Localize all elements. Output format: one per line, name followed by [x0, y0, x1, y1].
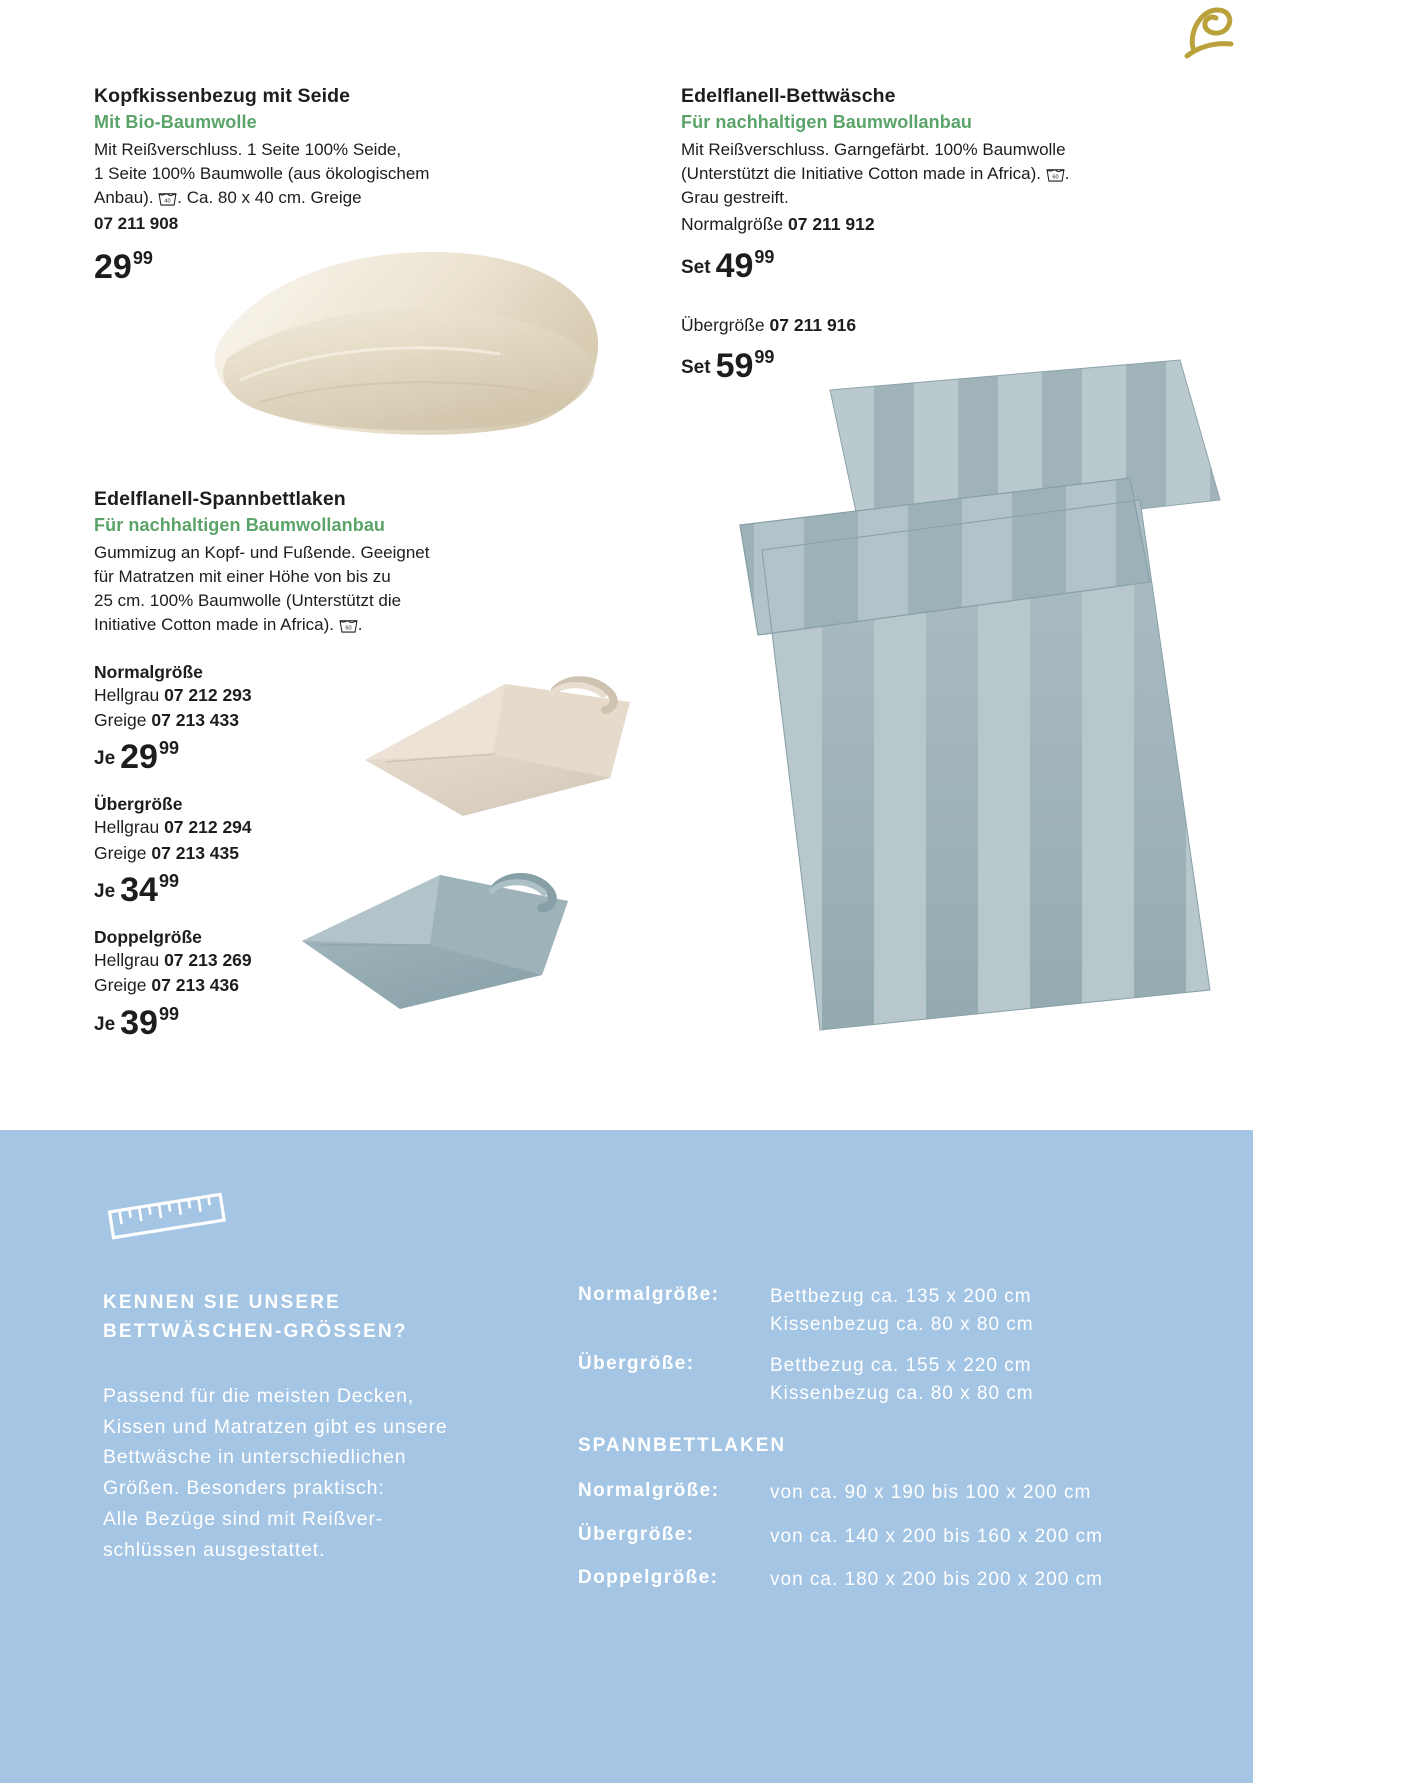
- variant-colour: Hellgrau: [94, 684, 160, 705]
- price-prefix: Je: [94, 748, 116, 770]
- desc-line-3: 25 cm. 100% Baumwolle (Unterstützt die: [94, 591, 402, 611]
- info-panel-right: [578, 1283, 1198, 1610]
- price: [120, 1005, 179, 1040]
- price-prefix: Set: [681, 256, 711, 278]
- price-cents: 99: [132, 247, 153, 268]
- desc-line-1: Gummizug an Kopf- und Fußende. Geeignet: [94, 543, 430, 562]
- article-number: 07 213 435: [151, 842, 239, 863]
- desc-line-1: Mit Reißverschluss. 1 Seite 100% Seide,: [94, 140, 402, 159]
- price-whole: 59: [715, 347, 754, 386]
- info-heading: [103, 1288, 523, 1347]
- desc-line-3: .: [1064, 164, 1070, 184]
- svg-text:40: 40: [164, 198, 171, 205]
- article-number: 07 211 912: [788, 214, 875, 235]
- variant-colour: Hellgrau: [94, 950, 160, 970]
- size-label: Normalgröße: [681, 214, 784, 235]
- price-cents: 99: [158, 871, 179, 891]
- size-row-uebergroesse: [578, 1352, 1198, 1407]
- info-panel-left: [103, 1288, 523, 1566]
- fitted-sheet-photo-beige: [355, 650, 645, 830]
- size-row-label: Übergröße:: [578, 1353, 695, 1375]
- article-number: 07 213 269: [164, 950, 252, 970]
- desc-line-2: 1 Seite 100% Baumwolle (aus ökologischem: [94, 164, 430, 184]
- bedding-photo: [710, 350, 1230, 1040]
- sheet-size-row-normalgroesse: [578, 1479, 1198, 1507]
- sheet-size-row-doppelgroesse: [578, 1566, 1198, 1594]
- info-body-line-5: Alle Bezüge sind mit Reißver-: [103, 1508, 384, 1531]
- product-subtitle: Für nachhaltigen Baumwollanbau: [94, 515, 386, 535]
- pillowcase-photo: [200, 230, 630, 470]
- info-heading-line-2: BETTWÄSCHEN-GRÖSSEN?: [103, 1321, 408, 1343]
- size-row-value: [770, 1352, 1034, 1407]
- price-cents: 99: [158, 738, 179, 759]
- brand-logo: [1179, 4, 1239, 60]
- desc-line-1: Mit Reißverschluss. Garngefärbt. 100% Baumwolle: [681, 140, 1066, 159]
- variant-colour: Greige: [94, 975, 147, 996]
- article-number: 07 213 436: [151, 975, 239, 996]
- price-prefix: Je: [94, 881, 116, 902]
- size-label: Übergröße: [681, 314, 765, 335]
- product-title: Edelflanell-Spannbettlaken: [94, 488, 346, 510]
- product-subtitle: Mit Bio-Baumwolle: [94, 112, 257, 132]
- info-body: [103, 1381, 523, 1566]
- desc-line-4: . Ca. 80 x 40 cm. Greige: [177, 188, 362, 208]
- article-number: 07 211 908: [94, 214, 179, 234]
- price-whole: 34: [120, 871, 158, 909]
- sheet-size-row-uebergroesse: [578, 1523, 1198, 1551]
- washing-care-icon: [339, 618, 358, 633]
- price-prefix: Je: [94, 1013, 116, 1035]
- size-row-value: von ca. 140 x 200 bis 160 x 200 cm: [770, 1525, 1103, 1547]
- product-subtitle: Für nachhaltigen Baumwollanbau: [681, 112, 973, 132]
- article-number: 07 213 433: [151, 709, 239, 730]
- washing-care-icon: [1046, 167, 1065, 182]
- section-heading-spannbettlaken: SPANNBETTLAKEN: [578, 1435, 787, 1457]
- price-cents: 99: [158, 1003, 179, 1024]
- variant-colour: Greige: [94, 842, 147, 863]
- size-normal-row: [681, 212, 1141, 237]
- price-cents: 99: [754, 246, 775, 267]
- price-whole: 49: [715, 246, 754, 285]
- desc-line-4: Grau gestreift.: [681, 188, 789, 208]
- article-number: 07 212 294: [164, 817, 252, 838]
- size-over-row: [681, 313, 1141, 338]
- product-title: Kopfkissenbezug mit Seide: [94, 85, 351, 107]
- article-number: 07 212 293: [164, 684, 252, 705]
- product-description: [94, 541, 494, 638]
- variant-colour: Greige: [94, 709, 147, 730]
- size-row-value: von ca. 180 x 200 bis 200 x 200 cm: [770, 1569, 1103, 1591]
- price-prefix: Set: [681, 357, 711, 379]
- size-row-value: von ca. 90 x 190 bis 100 x 200 cm: [770, 1482, 1092, 1504]
- desc-line-2: (Unterstützt die Initiative Cotton made in Africa).: [681, 164, 1041, 184]
- price: [94, 249, 153, 284]
- price-whole: 39: [120, 1003, 158, 1042]
- size-row-value-line-2: Kissenbezug ca. 80 x 80 cm: [770, 1382, 1034, 1404]
- product-bedding: [681, 85, 1141, 386]
- variant-size-label: Doppelgröße: [94, 927, 202, 947]
- size-row-value-line-2: Kissenbezug ca. 80 x 80 cm: [770, 1313, 1034, 1335]
- price-row-normal: [681, 248, 1141, 283]
- info-body-line-3: Bettwäsche in unterschiedlichen: [103, 1446, 407, 1469]
- size-row-normalgroesse: [578, 1283, 1198, 1338]
- price-cents: 99: [754, 347, 775, 368]
- price: [716, 248, 775, 283]
- size-row-label: Normalgröße:: [578, 1284, 720, 1305]
- desc-line-5: .: [357, 615, 363, 635]
- size-row-label: Doppelgröße:: [578, 1567, 719, 1589]
- info-body-line-2: Kissen und Matratzen gibt es unsere: [103, 1415, 448, 1438]
- desc-line-2: für Matratzen mit einer Höhe von bis zu: [94, 567, 391, 587]
- product-description: [681, 138, 1141, 210]
- info-body-line-6: schlüssen ausgestattet.: [103, 1538, 326, 1561]
- product-title: Edelflanell-Bettwäsche: [681, 85, 896, 107]
- desc-line-4: Initiative Cotton made in Africa).: [94, 615, 335, 635]
- info-heading-line-1: KENNEN SIE UNSERE: [103, 1292, 341, 1313]
- desc-line-3: Anbau).: [94, 188, 154, 208]
- size-row-label: Übergröße:: [578, 1523, 695, 1545]
- fitted-sheet-photo-grey: [290, 845, 580, 1025]
- svg-text:60: 60: [1052, 174, 1059, 181]
- variant-colour: Hellgrau: [94, 817, 160, 838]
- info-body-line-4: Größen. Besonders praktisch:: [103, 1477, 385, 1500]
- price-whole: 29: [94, 247, 132, 286]
- price: [120, 738, 179, 777]
- size-row-value-line-1: Bettbezug ca. 135 x 200 cm: [770, 1286, 1032, 1307]
- price: [120, 872, 179, 907]
- size-row-value: [770, 1283, 1034, 1338]
- size-row-value-line-1: Bettbezug ca. 155 x 220 cm: [770, 1355, 1032, 1377]
- product-description: [94, 138, 524, 210]
- price-whole: 29: [120, 738, 158, 777]
- variant-size-label: Normalgröße: [94, 661, 203, 682]
- size-row-label: Normalgröße:: [578, 1480, 720, 1502]
- variant-size-label: Übergröße: [94, 794, 183, 815]
- washing-care-icon: [158, 191, 177, 206]
- article-number: 07 211 916: [769, 314, 857, 335]
- info-body-line-1: Passend für die meisten Decken,: [103, 1384, 414, 1407]
- svg-text:60: 60: [345, 625, 352, 632]
- ruler-icon: [105, 1185, 230, 1250]
